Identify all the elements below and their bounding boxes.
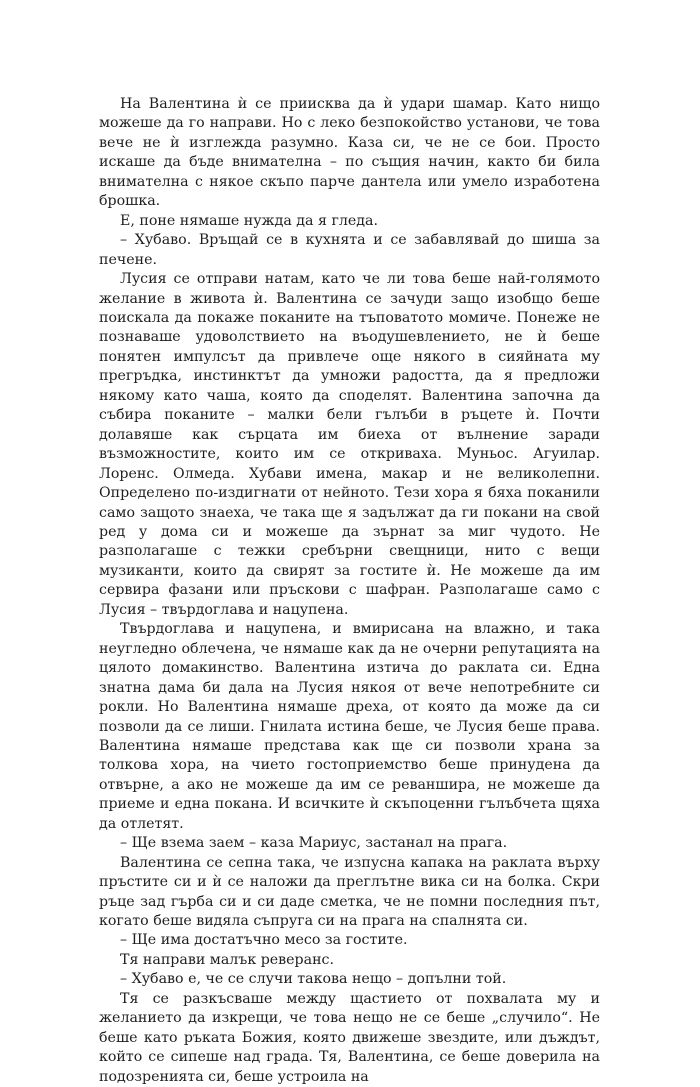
paragraph-9: Тя направи малък реверанс. — [120, 951, 335, 968]
paragraph-3-dialogue: – Хубаво. Връщай се в кухнята и се забавлявай до шиша за печене. — [99, 232, 600, 268]
paragraph-2: Е, поне нямаше нужда да я гледа. — [120, 212, 379, 229]
body-text — [99, 95, 600, 1087]
paragraph-7: Валентина се сепна така, че изпусна капака на раклата върху пръстите си и ѝ се наложи да преглътне вика си на болка. Скри ръце зад гърба си и си даде сметка, че не помни последния път, когато беше видяла съпруга си на прага на спалнята си. — [99, 854, 600, 930]
paragraph-10-dialogue: – Хубаво е, че се случи такова нещо – допълни той. — [120, 971, 507, 988]
paragraph-4: Лусия се отправи натам, като че ли това беше най-голямото желание в живота ѝ. Валентина се зачуди защо изобщо беше поискала да покаже поканите на тъповатото момиче. Понеже не познаваше удоволствието на въодушевлението, не ѝ беше понятен импулсът да привлече още някого в сияйната му прегръдка, инстинктът да умножи радостта, да я предложи някому като чаша, която да споделят. Валентина започна да събира поканите – малки бели гълъби в ръцете ѝ. Почти долавяше как сърцата им биеха от вълнение заради възможностите, които им се откриваха. Муньос. Агуилар. Лоренс. Олмеда. Хубави имена, макар и не великолепни. Определено по-издигнати от нейното. Тези хора я бяха поканили само защото знаеха, че така ще я задължат да ги покани на свой ред у дома си и можеше да зърнат за миг чудото. Не разполагаше с тежки сребърни свещници, нито с вещи музиканти, които да свирят за гостите ѝ. Не можеше да им сервира фазани или пръскови с шафран. Разполагаше само с Лусия – твърдоглава и нацупена. — [99, 271, 600, 618]
paragraph-8-dialogue: – Ще има достатъчно месо за гостите. — [120, 932, 408, 949]
paragraph-1: На Валентина ѝ се приисква да ѝ удари шамар. Като нищо можеше да го направи. Но с леко безпокойство установи, че това вече не ѝ изглежда разумно. Каза си, че не се бои. Просто искаше да бъде внимателна – по същия начин, както би била внимателна с някое скъпо парче дантела или умело изработена брошка. — [99, 96, 600, 210]
paragraph-11: Тя се разкъсваше между щастието от похвалата му и желанието да изкрещи, че това нещо не се беше „случило“. Не беше като ръката Божия, която движеше звездите, или дъждът, който се сипеше над града. Тя, Валентина, се беше доверила на подозренията си, беше устроила на — [99, 990, 600, 1085]
paragraph-5: Твърдоглава и нацупена, и вмирисана на влажно, и така неугледно облечена, че нямаше как да не очерни репутацията на цялото домакинство. Валентина изтича до раклата си. Една знатна дама би дала на Лусия някоя от вече непотребните си рокли. Но Валентина нямаше дреха, от която да може да си позволи да се лиши. Гнилата истина беше, че Лусия беше права. Валентина нямаше представа как ще си позволи храна за толкова хора, на чието гостоприемство беше принудена да отвърне, а ако не можеше да им се реваншира, не можеше да приеме и една покана. И всичките ѝ скъпоценни гълъбчета щяха да отлетят. — [99, 621, 600, 832]
paragraph-6-dialogue: – Ще взема заем – каза Мариус, застанал на прага. — [120, 835, 508, 852]
